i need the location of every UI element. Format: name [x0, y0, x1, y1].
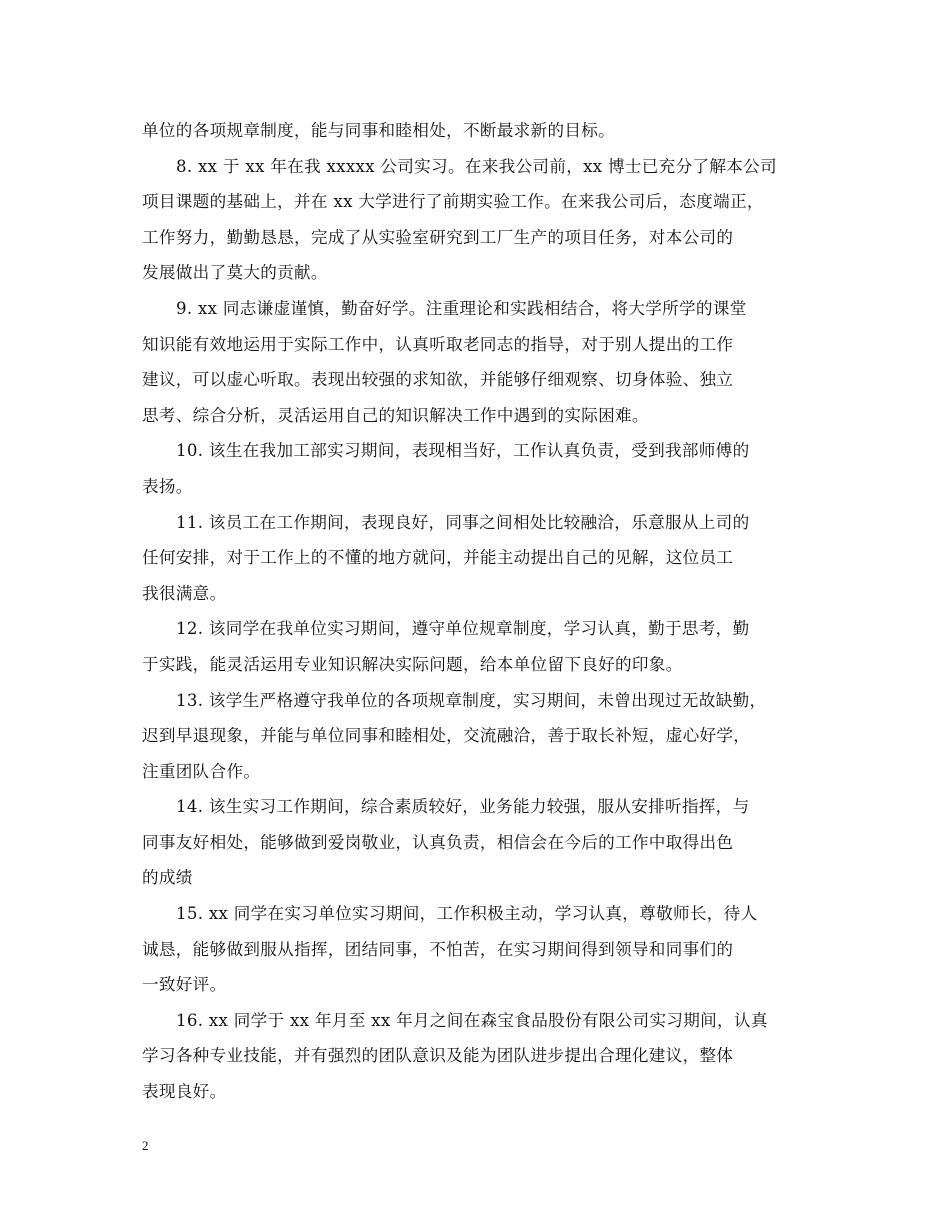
text-line: 迟到早退现象，并能与单位同事和睦相处，交流融洽，善于取长补短，虚心好学，	[142, 726, 751, 746]
paragraph-p11	[142, 505, 810, 612]
text-line: 13. 该学生严格遵守我单位的各项规章制度，实习期间，未曾出现过无故缺勤，	[176, 690, 767, 710]
text-line: 单位的各项规章制度，能与同事和睦相处，不断最求新的目标。	[142, 121, 616, 140]
document-body	[142, 113, 810, 1110]
text-line: 11. 该员工在工作期间，表现良好，同事之间相处比较融洽，乐意服从上司的	[176, 512, 750, 532]
text-line: 思考、综合分析，灵活运用自己的知识解决工作中遇到的实际困难。	[142, 405, 649, 425]
text-line: 我很满意。	[142, 583, 227, 603]
text-line: 10. 该生在我加工部实习期间，表现相当好，工作认真负责，受到我部师傅的	[176, 441, 750, 461]
text-line: 发展做出了莫大的贡献。	[142, 263, 328, 283]
paragraph-p8	[142, 149, 810, 291]
text-line: 建议，可以虚心听取。表现出较强的求知欲，并能够仔细观察、切身体验、独立	[142, 370, 734, 390]
text-line: 注重团队合作。	[142, 761, 261, 781]
text-line: 知识能有效地运用于实际工作中，认真听取老同志的指导，对于别人提出的工作	[142, 334, 734, 354]
text-line: 表扬。	[142, 476, 193, 496]
paragraph-p12	[142, 611, 810, 682]
text-line: 表现良好。	[142, 1082, 227, 1102]
text-line: 一致好评。	[142, 975, 227, 995]
text-line: 任何安排，对于工作上的不懂的地方就问，并能主动提出自己的见解，这位员工	[142, 548, 734, 568]
text-line: 14. 该生实习工作期间，综合素质较好，业务能力较强，服从安排听指挥，与	[176, 797, 750, 817]
text-line: 项目课题的基础上，并在 xx 大学进行了前期实验工作。在来我公司后，态度端正，	[142, 192, 764, 212]
text-line: 16. xx 同学于 xx 年月至 xx 年月之间在森宝食品股份有限公司实习期间，认真	[176, 1010, 768, 1030]
paragraph-p7-cont	[142, 113, 810, 149]
text-line: 8. xx 于 xx 年在我 xxxxx 公司实习。在来我公司前，xx 博士已充分了解本公司	[176, 156, 777, 176]
text-line: 学习各种专业技能，并有强烈的团队意识及能为团队进步提出合理化建议，整体	[142, 1046, 734, 1066]
paragraph-p14	[142, 789, 810, 896]
text-line: 工作努力，勤勤恳恳，完成了从实验室研究到工厂生产的项目任务，对本公司的	[142, 227, 734, 247]
paragraph-p15	[142, 896, 810, 1003]
text-line: 于实践，能灵活运用专业知识解决实际问题，给本单位留下良好的印象。	[142, 654, 683, 674]
text-line: 15. xx 同学在实习单位实习期间，工作积极主动，学习认真，尊敬师长，待人	[176, 904, 758, 924]
text-line: 诚恳，能够做到服从指挥，团结同事，不怕苦，在实习期间得到领导和同事们的	[142, 939, 734, 959]
paragraph-p13	[142, 683, 810, 790]
text-line: 9. xx 同志谦虚谨慎，勤奋好学。注重理论和实践相结合，将大学所学的课堂	[176, 298, 747, 318]
text-line: 12. 该同学在我单位实习期间，遵守单位规章制度，学习认真，勤于思考，勤	[176, 619, 750, 639]
paragraph-p9	[142, 291, 810, 433]
paragraph-p10	[142, 433, 810, 504]
page-number: 2	[142, 1138, 149, 1153]
text-line: 的成绩	[142, 868, 193, 888]
paragraph-p16	[142, 1003, 810, 1110]
text-line: 同事友好相处，能够做到爱岗敬业，认真负责，相信会在今后的工作中取得出色	[142, 832, 734, 852]
